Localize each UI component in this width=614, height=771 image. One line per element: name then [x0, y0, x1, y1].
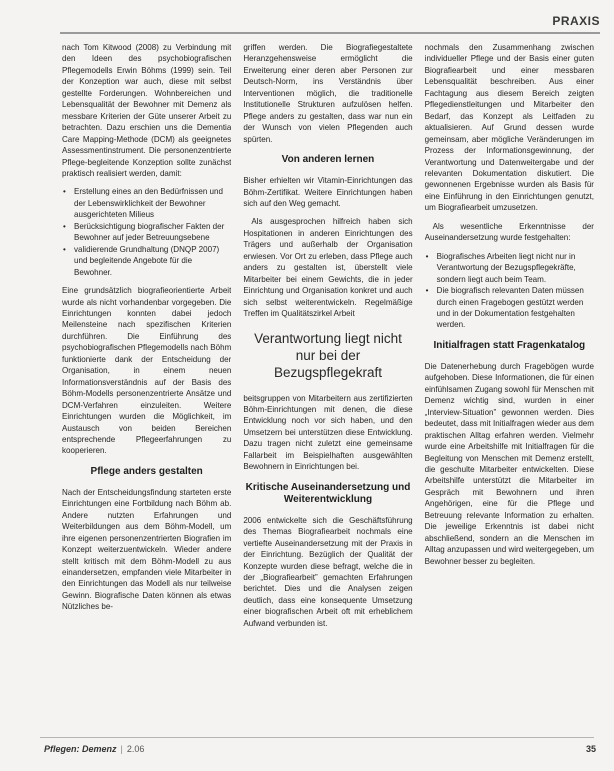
list-item: • Erstellung eines an den Bedürfnissen und der Lebenswirklichkeit der Bewohner ausgerichteten Milieus	[72, 186, 231, 220]
subheading: Initialfragen statt Fragenkatalog	[433, 339, 586, 351]
paragraph: griffen werden. Die Biografiegestaltete Heranzgehensweise ermöglicht die Erweiterung einer deren aber Personen zur Deutsch-Norm, ins Verständnis über Interventionen möglich, die traditionelle Institutionelle Strukturen aufzulösen helfen. Pflege anders zu gestalten, dass war nun ein der Wunsch von vielen Pflegenden auch spürten.	[243, 43, 413, 144]
subheading: Von anderen lernen	[281, 154, 375, 166]
paragraph: Bisher erhielten wir Vitamin-Einrichtungen das Böhm-Zertifikat. Weitere Einrichtungen haben sich auf den Weg gemacht.	[243, 176, 413, 208]
column-2	[243, 42, 412, 727]
bullet-list	[425, 251, 594, 331]
column-3	[425, 42, 594, 727]
paragraph: Als wesentliche Erkenntnisse der Auseinandersetzung wurde festgehalten:	[424, 221, 594, 243]
article-body	[62, 42, 594, 727]
magazine-title: Pflegen: Demenz	[44, 744, 117, 754]
footer-magazine	[44, 744, 144, 754]
list-item: • validierende Grundhaltung (DNQP 2007) und begleitende Angebote für die Bewohner.	[72, 244, 231, 278]
page-number: 35	[585, 744, 596, 754]
paragraph: nochmals den Zusammenhang zwischen individueller Pflege und der Basis einer guten Biografiearbeit und einer messbaren Lebensqualität beschreiben. Aus einer Fachtagung aus diesem Bereich zeigten Pflegedienstleitungen und Mitarbeiter den Bedarf, das Konzept als Leitfaden zu aktualisieren. Auf Grund dessen wurde gemeinsam, aber mögliche Veränderungen im Prozess der Informationsgewinnung, der Verantwortung und Datenweitergabe und der relevanten Dokumentation diskutiert. Die gewonnenen Ergebnisse wurden als Basis für eine Einführung in den Einrichtungen genutzt, um Biografiearbeit umzusetzen.	[424, 43, 594, 213]
list-item: • Berücksichtigung biografischer Fakten der Bewohner auf jeder Betreuungsebene	[72, 221, 231, 244]
paragraph: nach Tom Kitwood (2008) zu Verbindung mit den Ideen des psychobiografischen Pflegemodells Erwin Böhms (1999) sein. Teil der Konzeption war auch, diese mit selbst gestellte Forderungen. Wohnbereichen und Lebensqualität der Bewohner mit Demenz als messbare Kriterien der Güte unserer Arbeit zu betrachten. Dazu erschien uns die Dementia Care Mapping-Methode (DCM) als geeignetes Assessmentinstrument. Die personenzentrierte Pflege-begleitende Konzeption sollte zunächst praktisch realisiert werden, damit:	[62, 43, 232, 178]
issue-number: 2.06	[126, 744, 145, 754]
section-label: PRAXIS	[552, 14, 600, 28]
pull-quote: Verantwortung liegt nicht nur bei der Bezugspflegekraft	[254, 330, 402, 380]
bullet-list	[62, 186, 231, 278]
paragraph: beitsgruppen von Mitarbeitern aus zertifizierten Böhm-Einrichtungen mit denen, die diese Entwicklung noch vor sich haben, und den Umsetzern bei unterstützen diese Entwicklung. Dazu tragen nicht zuletzt eine gemeinsame Fallarbeit im Beispielhaften ausgewählten Bewohnern in Einrichtungen bei.	[243, 393, 413, 472]
subheading: Kritische Auseinandersetzung und Weiterentwicklung	[245, 481, 411, 505]
paragraph: Als ausgesprochen hilfreich haben sich Hospitationen in anderen Einrichtungen des Trägers und außerhalb der Organisation erwiesen. Vor Ort zu erleben, dass Pflege auch anders zu gestalten ist, überstellt viele Mitarbeiter bei einem Gewichts, die in jeder Einrichtung und Organisation konkret und auch sich selbst weiterentwickeln. Regelmäßige Treffen im Qualitätszirkel Arbeit	[243, 217, 413, 319]
footer-separator: |	[120, 744, 123, 754]
list-item: • Die biografisch relevanten Daten müssen durch einen Fragebogen gestützt werden und in der Dokumentation festgehalten werden.	[435, 285, 594, 331]
list-item: • Biografisches Arbeiten liegt nicht nur in Verantwortung der Bezugspflegekräfte, sondern liegt auch beim Team.	[435, 251, 594, 285]
header-rule	[60, 32, 600, 34]
paragraph: Nach der Entscheidungsfindung starteten erste Einrichtungen eine Fortbildung nach Böhm ab. Andere nutzten Erfahrungen und Weiterbildungen aus dem Böhm-Modell, um ihre eigenen personenzentrierten Biografien im Konzept weiterzuentwickeln. Wieder andere stellt kritisch mit dem Böhm-Modell zu aus einandersetzen, empfanden viele Mitarbeiter in den Einrichtungen das Modell als nur teilweise Gewinn. Biografische Daten können als etwas Nützliches be-	[62, 487, 232, 612]
paragraph: Die Datenerhebung durch Fragebögen wurde aufgehoben. Diese Informationen, die für einen einfühlsamen Zugang sowohl für Menschen mit Demenz wichtig sind, wurden in einer „Interview-Situation” gewonnen werden. Dies bedeutet, dass mit Initialfragen wieder aus dem praktischen Alltag erfahren werden. Vielmehr wurde eine Arbeitshilfe mit Initialfragen für die Begleitung von Menschen mit Demenz erstellt, die geschulte Mitarbeiter entwickelten. Diese Arbeitshilfe unterstützt die Mitarbeiter im Gespräch mit Bewohnern und ihren Angehörigen, eine für die Pflege und Betreuung relevante Information zu erhalten. Die jeweilige Erkenntnis ist dabei nicht abschließend, sondern an die Menschen im Alltag anzupassen und wird weitergegeben, um Bewohner besser zu begleiten.	[424, 361, 594, 566]
column-1	[62, 42, 231, 727]
subheading: Pflege anders gestalten	[90, 465, 203, 477]
footer-rule	[40, 737, 594, 738]
paragraph: Eine grundsätzlich biografieorientierte Arbeit wurde als nicht vorhandenbar vorgegeben. Die Einrichtungen konnten dabei jedoch Meilensteine nach spezifischen Kriterien durchführen. Die Einführung des psychobiografischen Pflegemodells nach Böhm funktionierte dank der Entscheidung der Organisation, in einem neuen Informationsverständnis auf der Basis des Böhm-Modells personenzentrierte Ansätze und DCM-Verfahren einzuleiten. Weitere Einrichtungen wurden die Möglichkeit, im Austausch von beiden Bereichen entsprechende Pflegeerfahrungen zu kooperieren.	[62, 286, 232, 456]
paragraph: 2006 entwickelte sich die Geschäftsführung des Themas Biografiearbeit nochmals eine vertiefte Auseinandersetzung mit der Praxis in der Einrichtung. Bezüglich der Qualität der Konzepte wurden diese befragt, welche die in der „Biografiearbeit” gemachten Erfahrungen berichtet. Dies und die Analysen zeigen deutlich, dass eine konsequente Umsetzung einer biografischen Arbeit oft mit erheblichem Aufwand verbunden ist.	[243, 515, 413, 628]
